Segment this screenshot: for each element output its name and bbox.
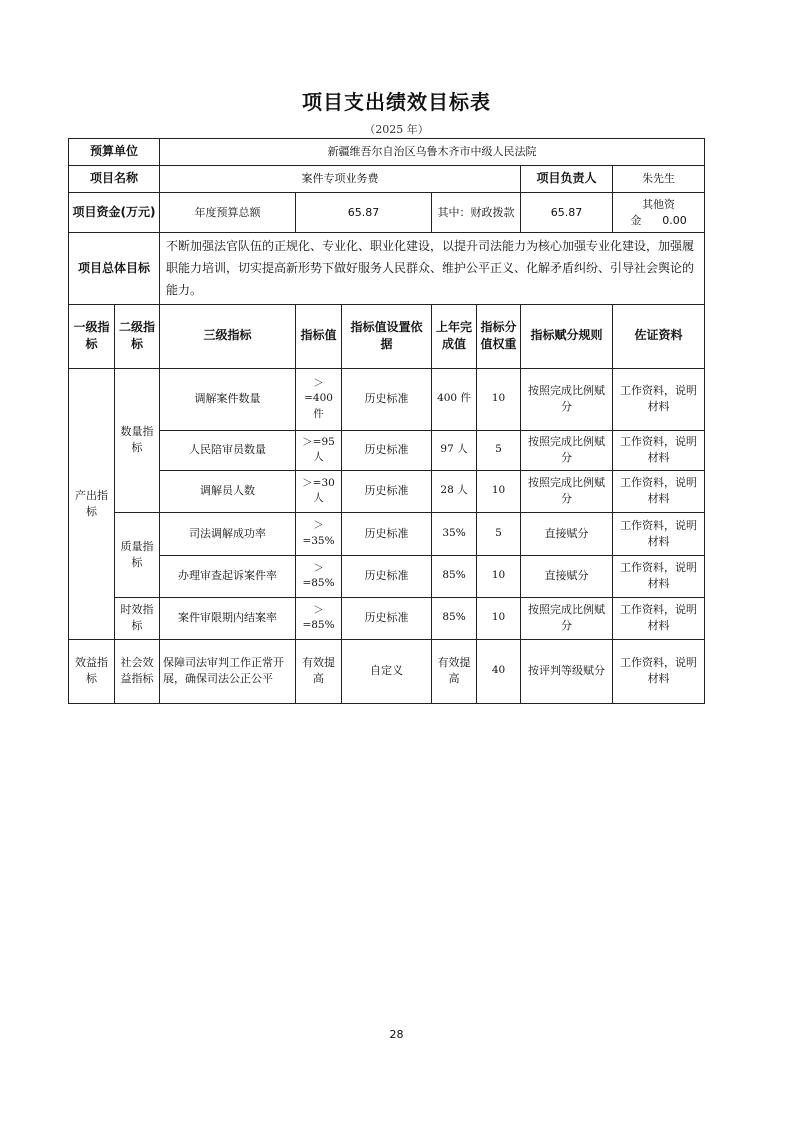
- project-funds-label: 项目资金(万元): [69, 193, 160, 233]
- table-row: [69, 597, 705, 639]
- group-timeliness: 时效指标: [115, 597, 160, 639]
- project-funds-row: [69, 193, 705, 233]
- group-benefit: 效益指标: [69, 639, 115, 703]
- indicator-value: ＞=35%: [296, 512, 342, 555]
- indicator-weight: 10: [477, 470, 521, 512]
- col-evidence: 佐证资料: [613, 304, 705, 368]
- indicator-rule: 按照完成比例赋分: [521, 368, 613, 430]
- col-value: 指标值: [296, 304, 342, 368]
- indicator-evidence: 工作资料，说明材料: [613, 470, 705, 512]
- table-row: [69, 555, 705, 597]
- table-row: [69, 470, 705, 512]
- column-header-row: [69, 304, 705, 368]
- group-quantity: 数量指标: [115, 368, 160, 512]
- indicator-rule: 直接赋分: [521, 512, 613, 555]
- indicator-name: 人民陪审员数量: [160, 430, 296, 470]
- indicator-basis: 历史标准: [342, 597, 432, 639]
- indicator-evidence: 工作资料，说明材料: [613, 639, 705, 703]
- col-rule: 指标赋分规则: [521, 304, 613, 368]
- indicator-basis: 历史标准: [342, 512, 432, 555]
- indicator-rule: 直接赋分: [521, 555, 613, 597]
- indicator-name: 办理审查起诉案件率: [160, 555, 296, 597]
- table-row: [69, 512, 705, 555]
- indicator-evidence: 工作资料，说明材料: [613, 597, 705, 639]
- indicator-basis: 自定义: [342, 639, 432, 703]
- indicator-value: ＞=85%: [296, 555, 342, 597]
- indicator-basis: 历史标准: [342, 470, 432, 512]
- indicator-basis: 历史标准: [342, 555, 432, 597]
- page-number: 28: [389, 1028, 404, 1041]
- project-person-value: 朱先生: [613, 166, 705, 193]
- overall-goal-row: [69, 233, 705, 305]
- project-name-row: [69, 166, 705, 193]
- table-row: [69, 368, 705, 430]
- indicator-weight: 5: [477, 512, 521, 555]
- indicator-evidence: 工作资料，说明材料: [613, 555, 705, 597]
- indicator-weight: 10: [477, 555, 521, 597]
- budget-unit-row: [69, 139, 705, 166]
- indicator-last: 35%: [432, 512, 477, 555]
- budget-unit-label: 预算单位: [69, 139, 160, 166]
- indicator-value: 有效提高: [296, 639, 342, 703]
- indicator-last: 28 人: [432, 470, 477, 512]
- indicator-weight: 10: [477, 368, 521, 430]
- performance-table: [68, 138, 705, 704]
- indicator-name: 调解员人数: [160, 470, 296, 512]
- page-title: 项目支出绩效目标表: [302, 90, 491, 114]
- indicator-basis: 历史标准: [342, 368, 432, 430]
- table-row: [69, 639, 705, 703]
- col-basis: 指标值设置依据: [342, 304, 432, 368]
- other-funds-label: 其他资金: [630, 197, 676, 227]
- overall-goal-label: 项目总体目标: [69, 233, 160, 305]
- indicator-rule: 按照完成比例赋分: [521, 470, 613, 512]
- group-social-benefit: 社会效益指标: [115, 639, 160, 703]
- project-name-label: 项目名称: [69, 166, 160, 193]
- indicator-weight: 10: [477, 597, 521, 639]
- group-output: 产出指标: [69, 368, 115, 639]
- fiscal-allocation-value: 65.87: [521, 193, 613, 233]
- col-level1: 一级指标: [69, 304, 115, 368]
- other-funds-label-value: [613, 193, 705, 233]
- indicator-rule: 按照完成比例赋分: [521, 597, 613, 639]
- col-last-year: 上年完成值: [432, 304, 477, 368]
- indicator-basis: 历史标准: [342, 430, 432, 470]
- indicator-value: ＞=400件: [296, 368, 342, 430]
- indicator-name: 案件审限期内结案率: [160, 597, 296, 639]
- other-funds-value: 0.00: [662, 213, 687, 227]
- project-name-value: 案件专项业务费: [160, 166, 521, 193]
- indicator-evidence: 工作资料，说明材料: [613, 512, 705, 555]
- group-quality: 质量指标: [115, 512, 160, 597]
- col-level2: 二级指标: [115, 304, 160, 368]
- indicator-value: ＞=85%: [296, 597, 342, 639]
- annual-total-label: 年度预算总额: [160, 193, 296, 233]
- indicator-value: ＞=30人: [296, 470, 342, 512]
- indicator-evidence: 工作资料，说明材料: [613, 368, 705, 430]
- col-weight: 指标分值权重: [477, 304, 521, 368]
- indicator-name: 司法调解成功率: [160, 512, 296, 555]
- fiscal-allocation-label: 其中：财政拨款: [432, 193, 521, 233]
- indicator-last: 85%: [432, 555, 477, 597]
- year-label: （2025 年）: [364, 123, 429, 136]
- budget-unit-value: 新疆维吾尔自治区乌鲁木齐市中级人民法院: [160, 139, 705, 166]
- indicator-last: 400 件: [432, 368, 477, 430]
- indicator-last: 97 人: [432, 430, 477, 470]
- indicator-weight: 40: [477, 639, 521, 703]
- indicator-name: 保障司法审判工作正常开展，确保司法公正公平: [160, 639, 296, 703]
- table-row: [69, 430, 705, 470]
- overall-goal-text: 不断加强法官队伍的正规化、专业化、职业化建设，以提升司法能力为核心加强专业化建设，加强履职能力培训，切实提高新形势下做好服务人民群众、维护公平正义、化解矛盾纠纷、引导社会舆论的能力。: [160, 233, 705, 305]
- annual-total-value: 65.87: [296, 193, 432, 233]
- indicator-name: 调解案件数量: [160, 368, 296, 430]
- indicator-weight: 5: [477, 430, 521, 470]
- col-level3: 三级指标: [160, 304, 296, 368]
- indicator-value: ＞=95人: [296, 430, 342, 470]
- indicator-last: 有效提高: [432, 639, 477, 703]
- indicator-rule: 按评判等级赋分: [521, 639, 613, 703]
- indicator-rule: 按照完成比例赋分: [521, 430, 613, 470]
- indicator-evidence: 工作资料，说明材料: [613, 430, 705, 470]
- project-person-label: 项目负责人: [521, 166, 613, 193]
- indicator-last: 85%: [432, 597, 477, 639]
